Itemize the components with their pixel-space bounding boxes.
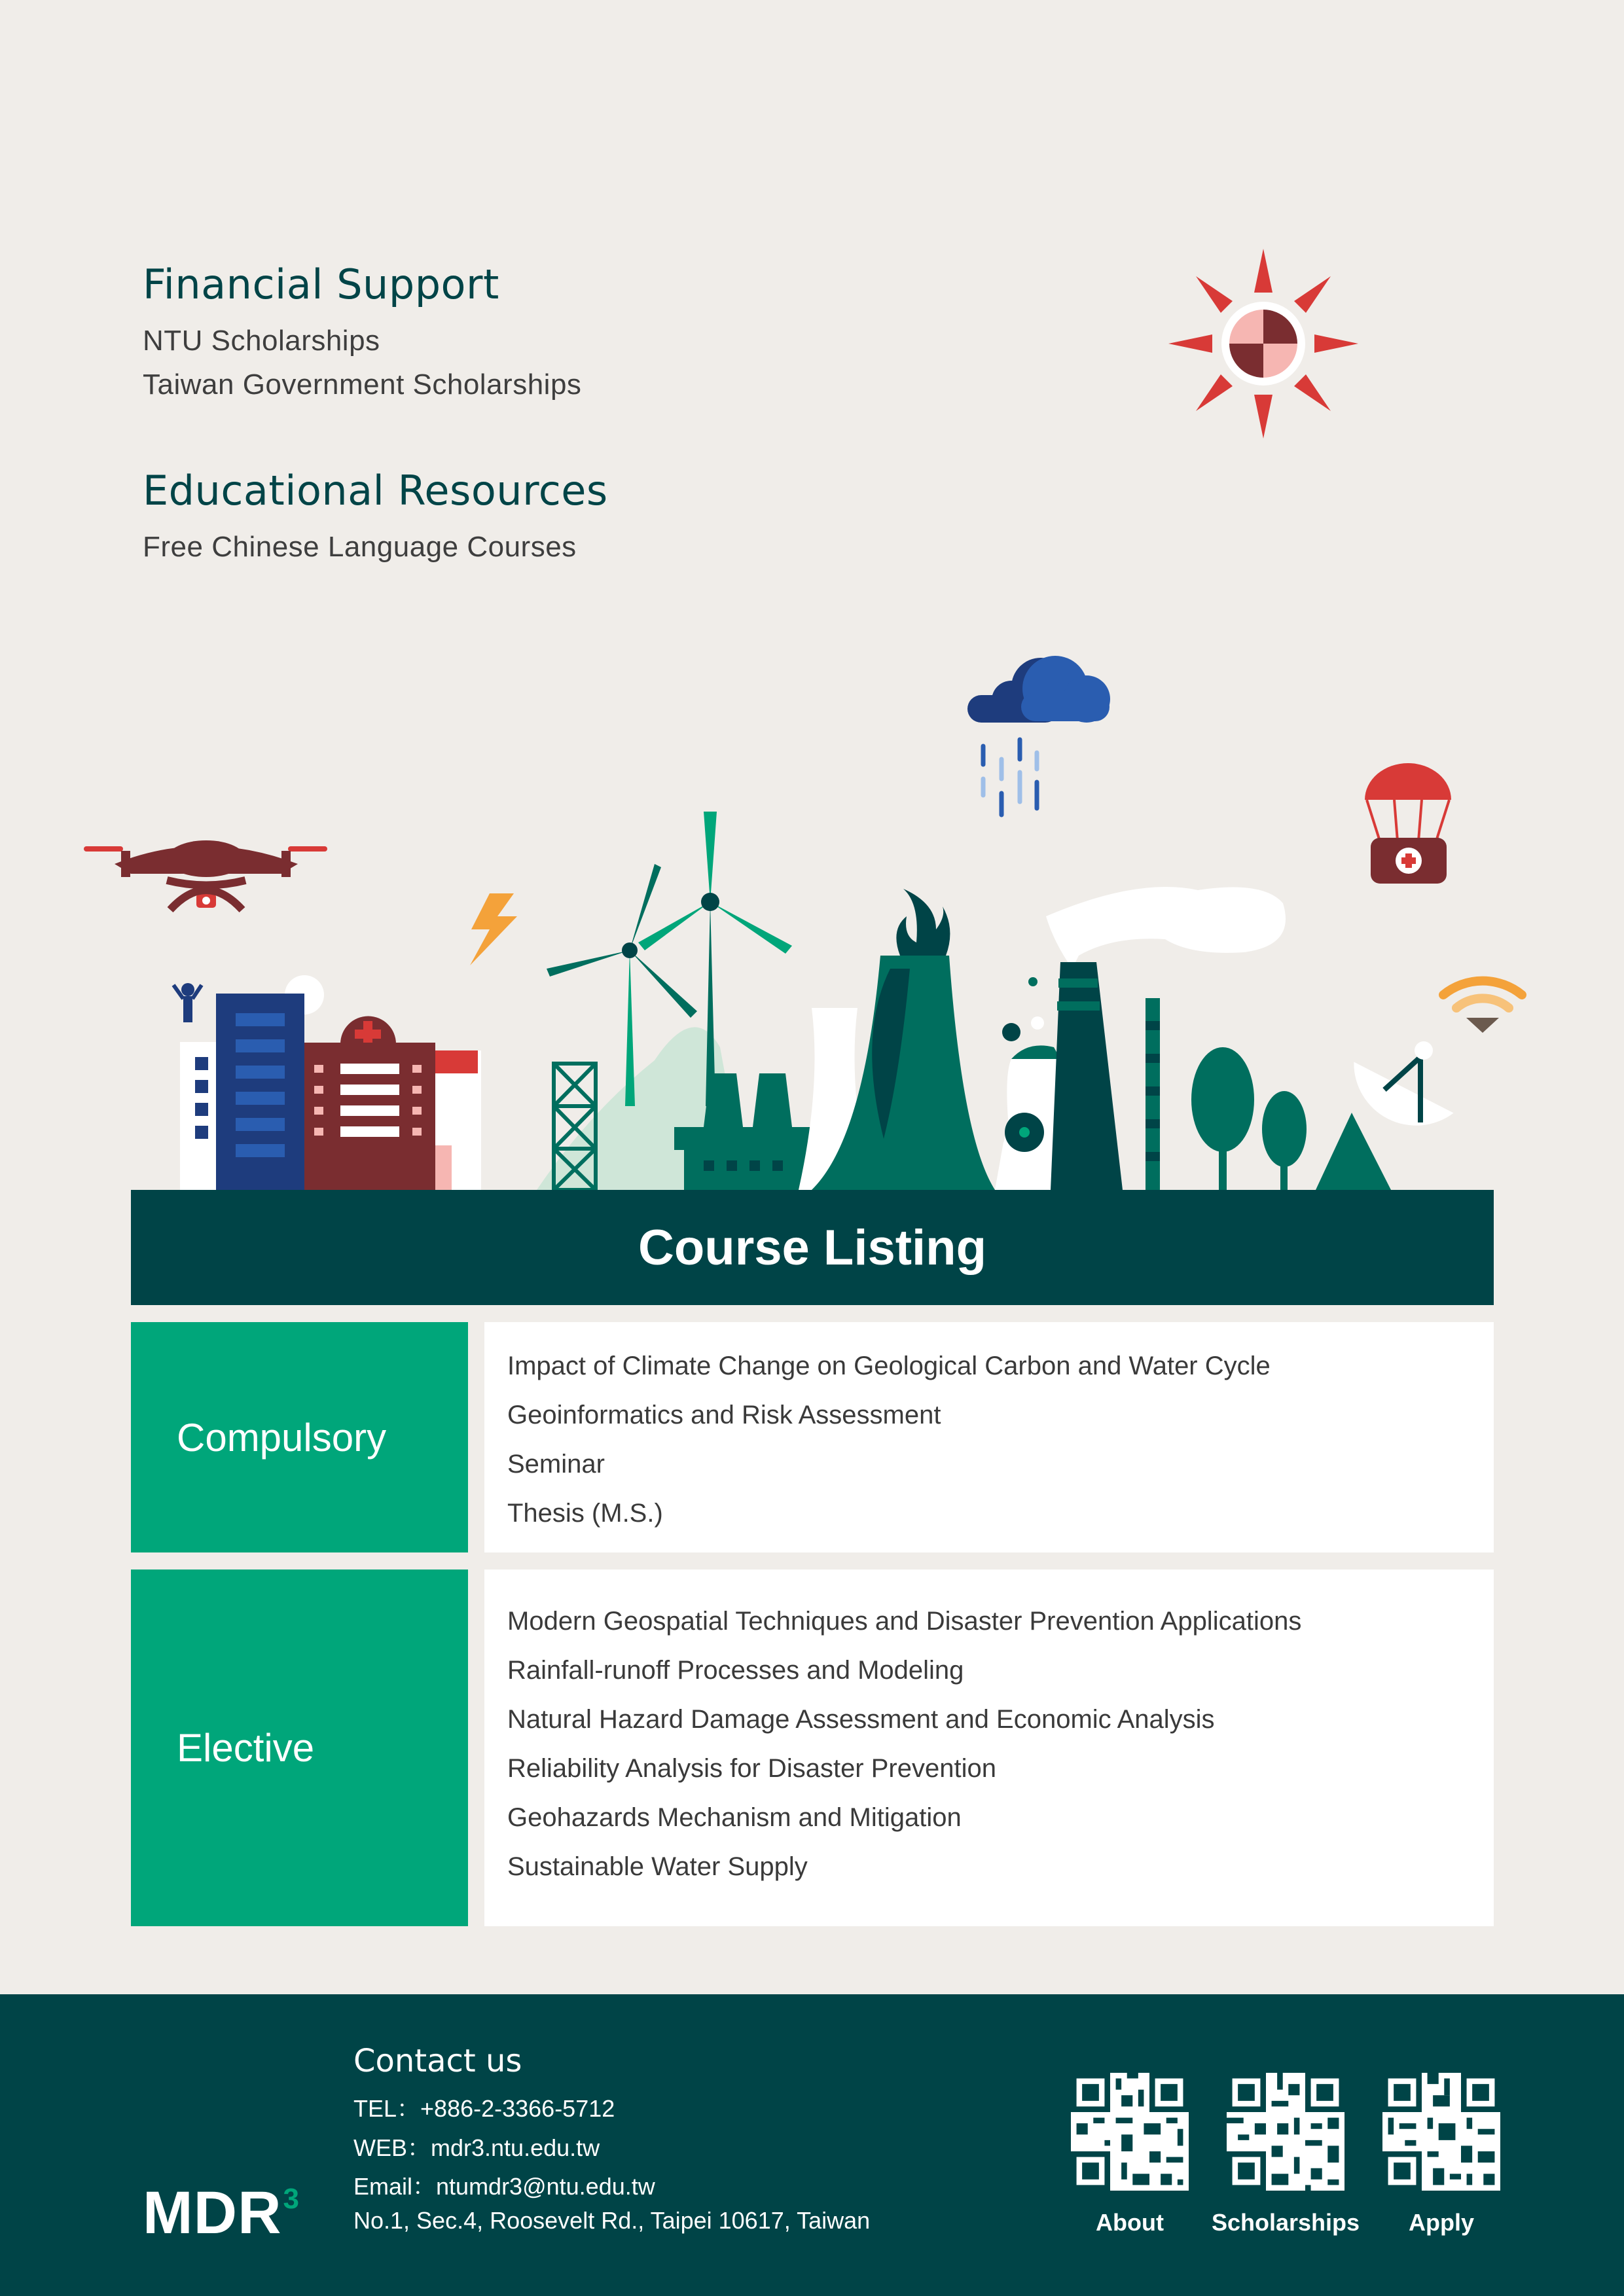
contact-web: WEB：mdr3.ntu.edu.tw bbox=[353, 2134, 600, 2161]
qr-label-apply[interactable]: Apply bbox=[1408, 2209, 1474, 2236]
qr-code-icon[interactable] bbox=[1071, 2073, 1189, 2191]
mdr3-logo: MDR$^3$ bbox=[143, 2179, 300, 2246]
qr-code-icon[interactable] bbox=[1227, 2073, 1344, 2191]
contact-email: Email：ntumdr3@ntu.edu.tw bbox=[353, 2173, 655, 2200]
qr-label-about[interactable]: About bbox=[1096, 2209, 1164, 2236]
elective-label: Elective bbox=[131, 1570, 468, 1926]
contact-tel: TEL：+886-2-3366-5712 bbox=[353, 2095, 615, 2122]
qr-label-scholarships[interactable]: Scholarships bbox=[1211, 2209, 1360, 2236]
course-item: Impact of Climate Change on Geological Carbon and Water Cycle bbox=[507, 1352, 1271, 1380]
qr-code-icon[interactable] bbox=[1382, 2073, 1500, 2191]
course-item: Geohazards Mechanism and Mitigation bbox=[507, 1803, 962, 1832]
financial-support-item: Taiwan Government Scholarships bbox=[143, 368, 582, 401]
wifi-icon bbox=[1443, 981, 1522, 1033]
footer bbox=[0, 1994, 1624, 2296]
sun-icon bbox=[1168, 249, 1358, 439]
person-icon bbox=[173, 983, 202, 1022]
contact-title: Contact us bbox=[353, 2043, 522, 2079]
course-item: Geoinformatics and Risk Assessment bbox=[507, 1401, 941, 1429]
course-item: Seminar bbox=[507, 1450, 605, 1479]
course-listing-banner bbox=[131, 1190, 1494, 1305]
tree-icon bbox=[1191, 1047, 1307, 1190]
course-listing-title: Course Listing bbox=[638, 1219, 987, 1276]
educational-resources-item: Free Chinese Language Courses bbox=[143, 531, 577, 563]
contact-address: No.1, Sec.4, Roosevelt Rd., Taipei 10617, Taiwan bbox=[353, 2207, 871, 2234]
educational-resources-heading: Educational Resources bbox=[143, 467, 608, 514]
satellite-dish-icon bbox=[1316, 1033, 1454, 1190]
course-item: Natural Hazard Damage Assessment and Economic Analysis bbox=[507, 1705, 1215, 1734]
financial-support-item: NTU Scholarships bbox=[143, 325, 380, 357]
course-item: Rainfall-runoff Processes and Modeling bbox=[507, 1656, 964, 1685]
financial-support-heading: Financial Support bbox=[143, 260, 499, 308]
parachute-aid-icon bbox=[1365, 763, 1451, 884]
drone-icon bbox=[84, 840, 327, 910]
cloud-rain-icon bbox=[967, 656, 1110, 815]
elective-course-list bbox=[484, 1570, 1494, 1926]
elective-row bbox=[131, 1570, 1494, 1926]
lightning-icon bbox=[470, 893, 517, 965]
course-item: Modern Geospatial Techniques and Disaster Prevention Applications bbox=[507, 1607, 1302, 1636]
course-item: Sustainable Water Supply bbox=[507, 1852, 808, 1881]
compulsory-row bbox=[131, 1322, 1494, 1552]
course-item: Thesis (M.S.) bbox=[507, 1499, 663, 1528]
compulsory-course-list bbox=[484, 1322, 1494, 1552]
course-item: Reliability Analysis for Disaster Prevention bbox=[507, 1754, 996, 1783]
city-illustration bbox=[0, 628, 1624, 1191]
compulsory-label: Compulsory bbox=[131, 1322, 468, 1552]
